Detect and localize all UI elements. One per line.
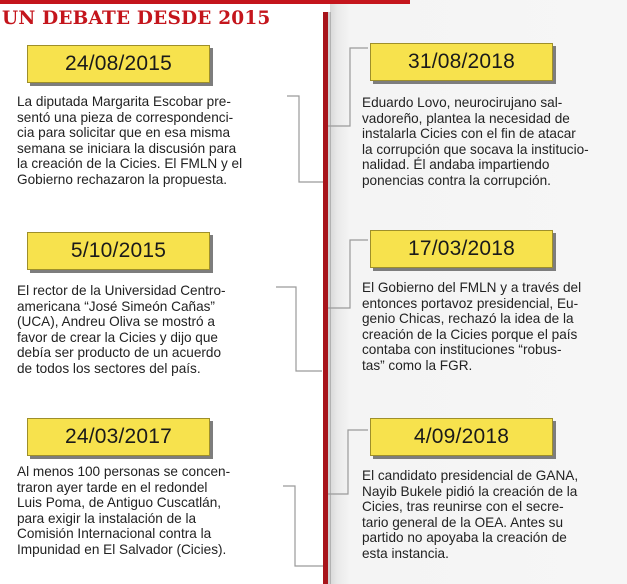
entry-text-5: Al menos 100 personas se concen- traron ayer tarde en el redondel Luis Poma, de Antiguo Cuscatlán, para exigir la instalación de la Comisión Internacional contra la Impunidad en El Salvador (Cicies). [17, 464, 231, 557]
entry-text-1: La diputada Margarita Escobar pre- sentó una pieza de correspondenci- cia para solicitar que en esa misma semana se iniciara la discusión para la creación de la Cicies. El FMLN y el Gobierno rechazaron la propuesta. [17, 94, 243, 187]
date-box-6: 4/09/2018 [370, 418, 553, 456]
headline: UN DEBATE DESDE 2015 [2, 8, 271, 29]
entry-text-6: El candidato presidencial de GANA, Nayib Bukele pidió la creación de la Cicies, tras reunirse con el secre- tario general de la OEA. Antes su partido no apoyaba la creación de esta instancia. [362, 468, 579, 561]
top-rule [0, 0, 410, 4]
date-box-1: 24/08/2015 [27, 45, 210, 83]
date-box-4: 17/03/2018 [370, 230, 553, 268]
date-box-3: 5/10/2015 [27, 232, 210, 270]
date-box-5: 24/03/2017 [27, 418, 210, 456]
entry-text-2: Eduardo Lovo, neurocirujano sal- vadoreño, plantea la necesidad de instalarla Cicies con el fin de atacar la corrupción que socava la institucio- nalidad. Él andaba impartiendo ponencias contra la corrupción. [362, 95, 589, 188]
connector-5 [283, 486, 327, 568]
entry-text-3: El rector de la Universidad Centro- americana “José Simeón Cañas” (UCA), Andreu Oliva se mostró a favor de crear la Cicies y dijo que debía ser producto de un acuerdo de todos los sectores del país. [17, 283, 226, 376]
connector-1 [287, 96, 327, 184]
entry-text-4: El Gobierno del FMLN y a través del entonces portavoz presidencial, Eu- genio Chicas, rechazó la idea de la creación de la Cicies porque el país contaba con instituciones “robus- tas” como la FGR. [362, 280, 582, 373]
date-box-2: 31/08/2018 [370, 43, 553, 81]
connector-3 [276, 287, 326, 375]
